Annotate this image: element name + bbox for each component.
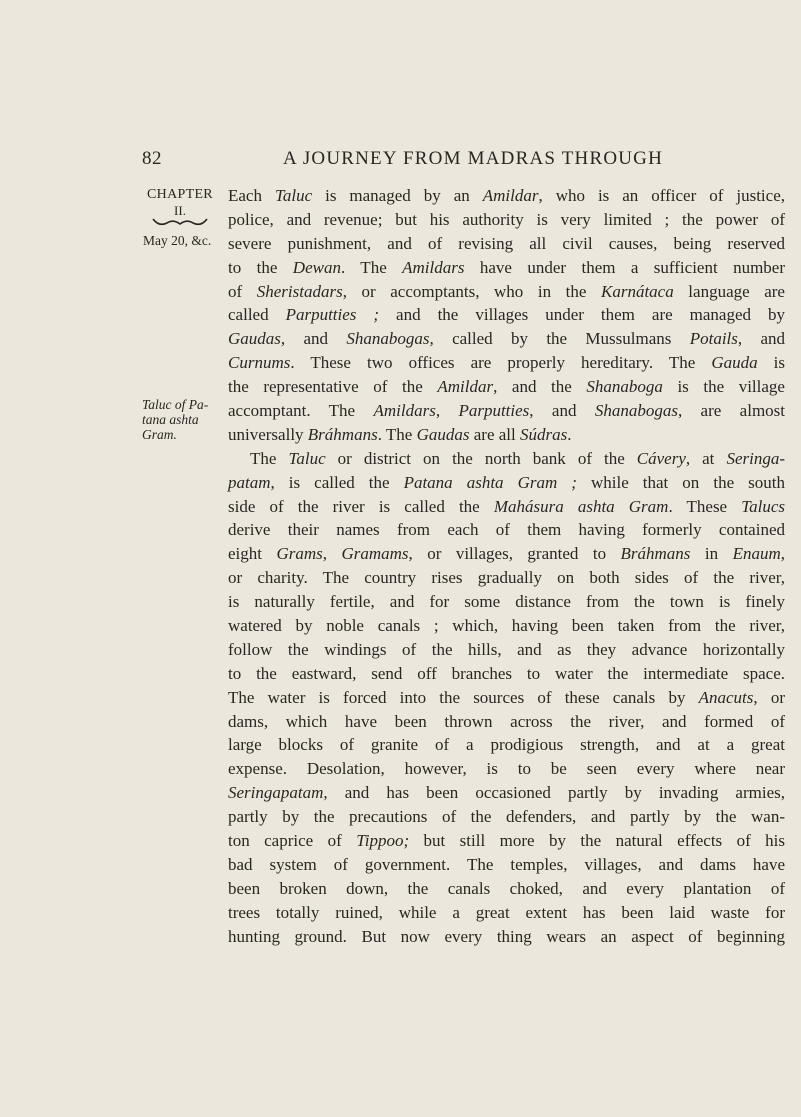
chapter-date: May 20, &c. bbox=[143, 233, 212, 248]
margin-note-line: Taluc of Pa- bbox=[142, 397, 209, 412]
body-text bbox=[228, 184, 785, 949]
text-line: to the Dewan. The Amildars have under them a sufficient number bbox=[228, 257, 786, 277]
text-line: follow the windings of the hills, and as they advance horizontally bbox=[228, 639, 785, 659]
text-line: police, and revenue; but his authority is very limited ; the power of bbox=[228, 209, 785, 229]
text-line: watered by noble canals ; which, having been taken from the river, bbox=[228, 616, 785, 636]
margin-note-line: tana ashta bbox=[142, 412, 199, 427]
text-line: expense. Desolation, however, is to be seen every where near bbox=[228, 759, 785, 779]
text-line: or charity. The country rises gradually on both sides of the river, bbox=[228, 568, 785, 588]
text-line: of Sheristadars, or accomptants, who in the Karnátaca language are bbox=[228, 281, 785, 301]
text-line: universally Bráhmans. The Gaudas are all Súdras. bbox=[228, 424, 572, 444]
text-line: patam, is called the Patana ashta Gram ; while that on the south bbox=[228, 472, 785, 492]
text-line: to the eastward, send off branches to water the intermediate space. bbox=[228, 663, 785, 683]
text-line: ton caprice of Tippoo; but still more by the natural effects of his bbox=[228, 831, 786, 851]
text-line: eight Grams, Gramams, or villages, granted to Bráhmans in Enaum, bbox=[228, 544, 785, 564]
text-line: side of the river is called the Mahásura ashta Gram. These Talucs bbox=[228, 496, 785, 516]
text-line: The water is forced into the sources of these canals by Anacuts, or bbox=[228, 687, 785, 707]
text-line: called Parputties ; and the villages under them are managed by bbox=[228, 305, 785, 325]
page-header bbox=[0, 148, 801, 176]
chapter-number: II. bbox=[174, 203, 186, 218]
text-line: large blocks of granite of a prodigious strength, and at a great bbox=[228, 735, 785, 755]
margin-note bbox=[142, 397, 222, 442]
text-line: The Taluc or district on the north bank of the Cávery, at Seringa- bbox=[250, 448, 785, 468]
text-line: Each Taluc is managed by an Amildar, who is an officer of justice, bbox=[228, 186, 785, 205]
text-line: Curnums. These two offices are properly hereditary. The Gauda is bbox=[228, 353, 785, 373]
text-line: is naturally fertile, and for some distance from the town is finely bbox=[228, 592, 785, 612]
text-line: derive their names from each of them having formerly contained bbox=[228, 520, 785, 540]
text-line: Gaudas, and Shanabogas, called by the Mussulmans Potails, and bbox=[228, 329, 786, 349]
text-line: hunting ground. But now every thing wears an aspect of beginning bbox=[228, 926, 785, 946]
text-line: trees totally ruined, while a great extent has been laid waste for bbox=[228, 902, 785, 922]
text-line: the representative of the Amildar, and the Shanaboga is the village bbox=[228, 377, 785, 397]
chapter-sidenote bbox=[141, 186, 219, 249]
running-title: A JOURNEY FROM MADRAS THROUGH bbox=[283, 148, 664, 169]
text-line: severe punishment, and of revising all civil causes, being reserved bbox=[228, 233, 785, 253]
text-line: been broken down, the canals choked, and every plantation of bbox=[228, 878, 785, 898]
text-line: accomptant. The Amildars, Parputties, and Shanabogas, are almost bbox=[228, 401, 786, 421]
text-line: bad system of government. The temples, villages, and dams have bbox=[228, 854, 785, 874]
text-line: Seringapatam, and has been occasioned partly by invading armies, bbox=[228, 783, 785, 803]
margin-note-line: Gram. bbox=[142, 427, 177, 442]
text-line: partly by the precautions of the defenders, and partly by the wan- bbox=[228, 807, 785, 827]
chapter-label: CHAPTER bbox=[147, 187, 213, 202]
page-number: 82 bbox=[142, 148, 162, 169]
text-line: dams, which have been thrown across the river, and formed of bbox=[228, 711, 785, 731]
